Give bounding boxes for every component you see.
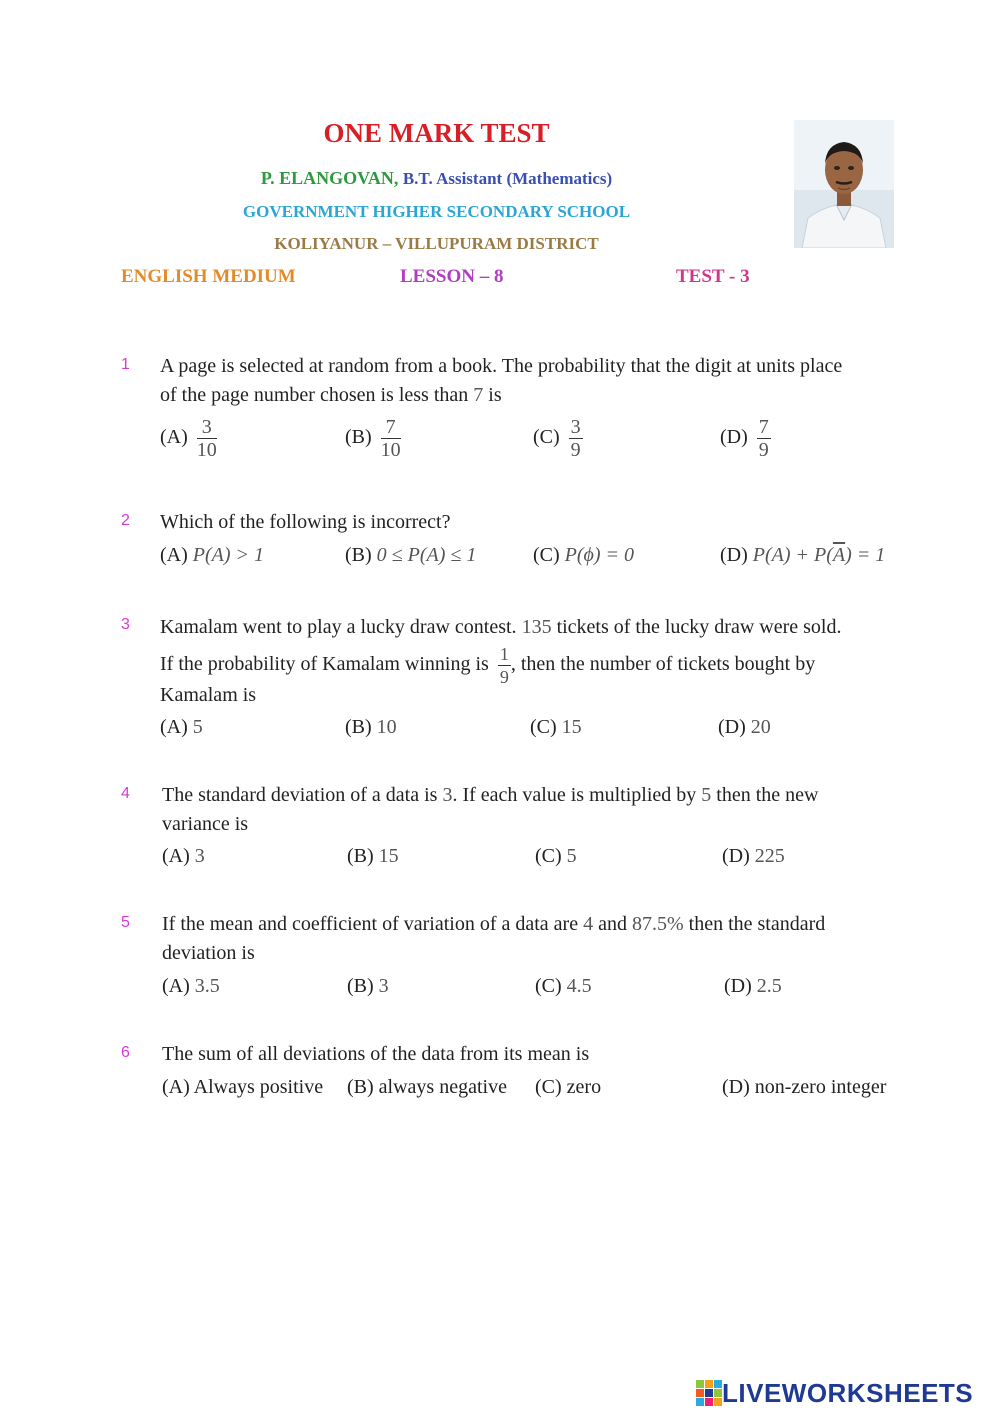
option-d[interactable]: (D) $P(A) + P(\overline{A}) = 1$ [720,544,886,566]
option-b[interactable]: (B) 10 [345,716,397,738]
author-line [0,168,873,189]
question-text: The standard deviation of a data is 3. If each value is multiplied by 5 then the new variance is [162,784,819,835]
logo-text: LIVEWORKSHEETS [722,1377,974,1408]
option-d[interactable]: (D) 2.5 [724,975,782,997]
option-c[interactable]: (C) P(ϕ) = 0 [533,544,635,566]
option-a[interactable]: (A) 5 [160,716,203,738]
question-text: Kamalam went to play a lucky draw contest. 135 tickets of the lucky draw were sold. [160,616,842,638]
option-a[interactable]: (A) P(A) > 1 [160,544,265,566]
test-label: TEST - 3 [676,266,750,287]
option-b[interactable]: (B) always negative [347,1076,507,1098]
question-number: 3 [121,616,130,633]
question-number: 4 [121,785,130,802]
option-d[interactable]: (D) non-zero integer [722,1076,887,1098]
option-c[interactable]: (C) 5 [535,845,577,867]
question-text: If the mean and coefficient of variation of a data are 4 and 87.5% then the standard deviation is [162,913,826,964]
district-name: KOLIYANUR – VILLUPURAM DISTRICT [274,234,599,253]
option-d[interactable]: (D) $\frac{7}{9}$ [720,416,769,461]
page-title: ONE MARK TEST [323,118,550,148]
option-a[interactable]: (A) 3.5 [162,975,220,997]
option-b[interactable]: (B) 15 [347,845,399,867]
option-a[interactable]: (A) 3 [162,845,205,867]
option-c[interactable]: (C) zero [535,1076,602,1098]
logo-icon [696,1380,722,1406]
option-a[interactable]: (A) $\frac{3}{10}$ [160,416,217,461]
question-text: Which of the following is incorrect? [160,511,451,533]
option-b[interactable]: (B) 0 ≤ P(A) ≤ 1 [345,544,477,566]
option-c[interactable]: (C) $\frac{3}{9}$ [533,416,581,461]
option-a[interactable]: (A) Always positive [162,1076,324,1098]
school-name: GOVERNMENT HIGHER SECONDARY SCHOOL [242,202,631,221]
medium-label: ENGLISH MEDIUM [121,266,296,287]
question-text: A page is selected at random from a book. The probability that the digit at units place of the page number chosen is less than 7 is [160,355,843,406]
option-d[interactable]: (D) 225 [722,845,785,867]
option-c[interactable]: (C) 4.5 [535,975,592,997]
author-name: P. ELANGOVAN, [260,168,399,188]
option-b[interactable]: (B) $\frac{7}{10}$ [345,416,401,461]
option-b[interactable]: (B) 3 [347,975,389,997]
question-number: 2 [121,512,130,529]
liveworksheets-logo [696,1378,973,1408]
portrait-image [794,120,894,248]
question-number: 1 [121,356,130,373]
question-text: Kamalam is [160,684,257,706]
question-number: 6 [121,1044,130,1061]
option-d[interactable]: (D) 20 [718,716,771,738]
question-text: If the probability of Kamalam winning is $\frac{1}{9}$ , then the number of tickets bought by [160,643,816,687]
author-role: B.T. Assistant (Mathematics) [402,169,613,188]
question-number: 5 [121,914,130,931]
option-c[interactable]: (C) 15 [530,716,582,738]
author-photo [794,120,894,248]
question-text: The sum of all deviations of the data from its mean is [162,1043,590,1065]
lesson-label: LESSON – 8 [400,266,504,287]
